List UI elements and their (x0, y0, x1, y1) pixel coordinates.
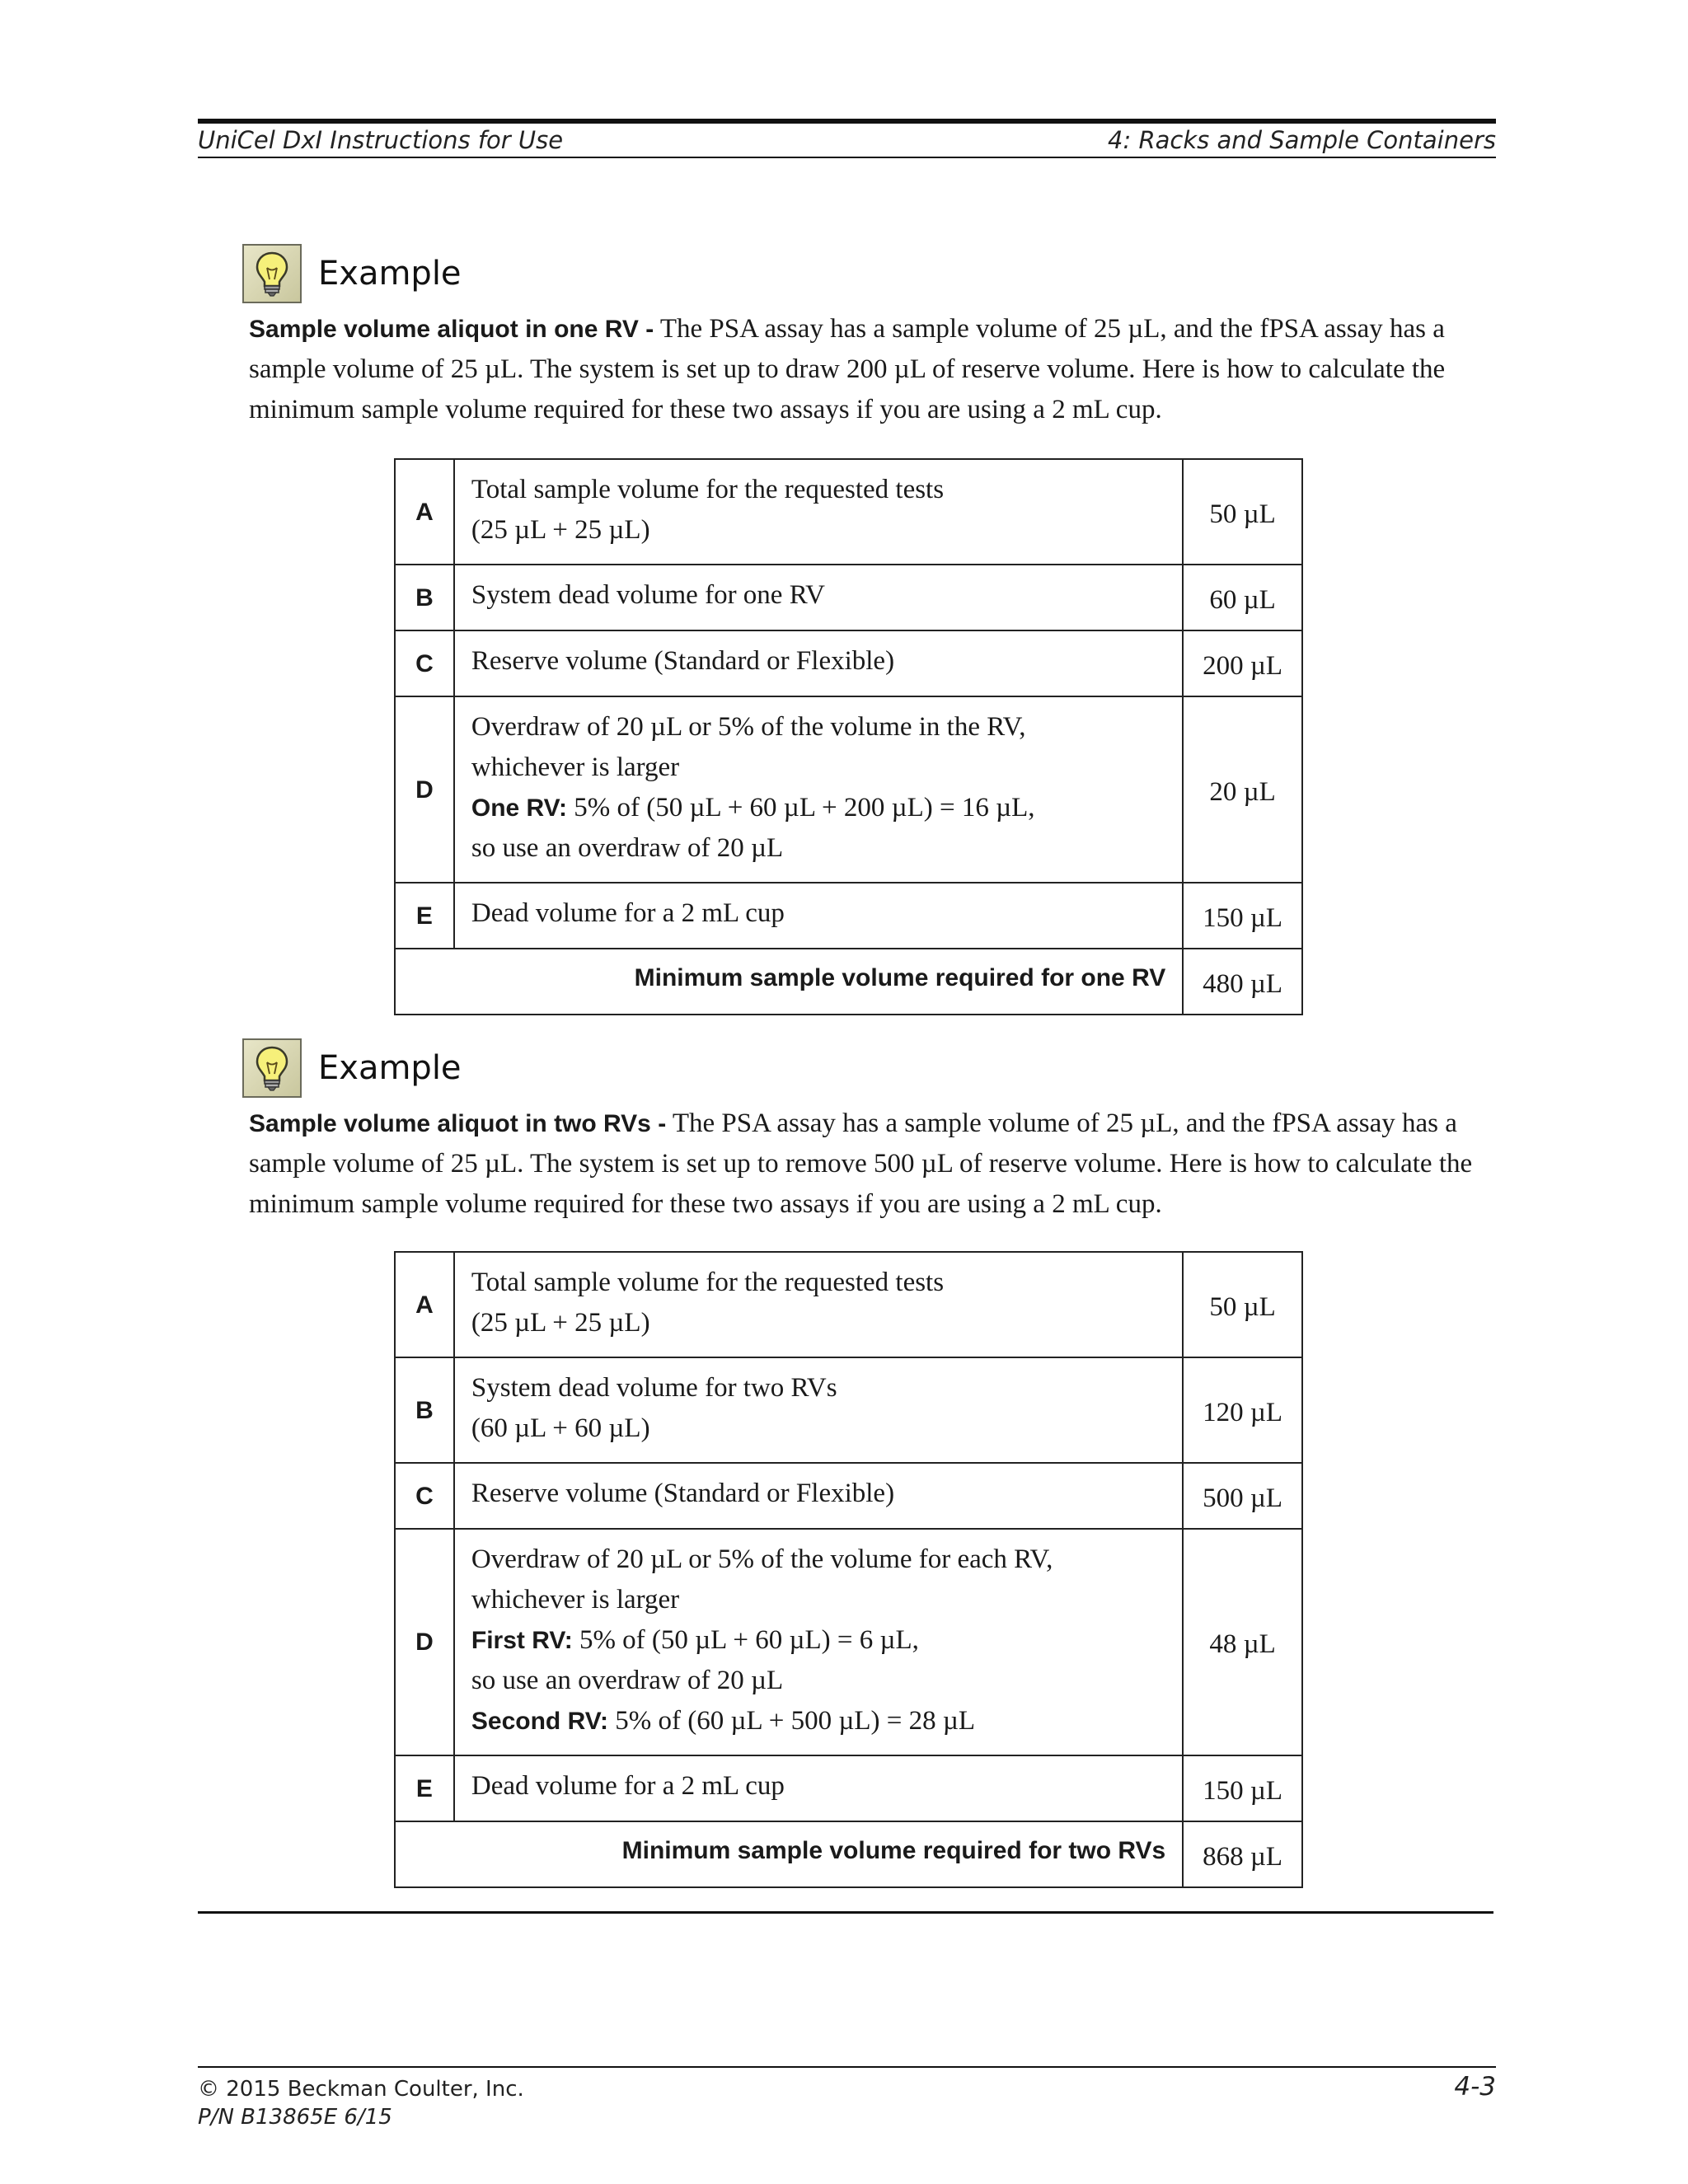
table-row (395, 459, 1302, 565)
row-letter: D (395, 696, 454, 883)
row-description-line: Reserve volume (Standard or Flexible) (471, 1479, 895, 1508)
header-document-title: UniCel DxI Instructions for Use (198, 126, 564, 154)
row-description-line: (25 µL + 25 µL) (471, 515, 650, 545)
row-description-line: Overdraw of 20 µL or 5% of the volume for each RV, (471, 1544, 1053, 1574)
row-description (454, 630, 1183, 696)
table-row (395, 696, 1302, 883)
row-description (454, 1529, 1183, 1755)
example-intro-lead: Sample volume aliquot in two RVs - (249, 1110, 667, 1137)
row-description-line: so use an overdraw of 20 µL (471, 1666, 784, 1695)
example-heading (242, 244, 462, 303)
row-description-line: System dead volume for two RVs (471, 1373, 837, 1403)
row-description-line: Dead volume for a 2 mL cup (471, 898, 785, 928)
rv-label: One RV: (471, 794, 568, 822)
total-value: 480 µL (1183, 949, 1302, 1015)
footer-copyright: © 2015 Beckman Coulter, Inc. (198, 2077, 524, 2102)
row-letter: E (395, 1755, 454, 1821)
row-value: 50 µL (1183, 1252, 1302, 1357)
table-row (395, 1755, 1302, 1821)
row-description (454, 696, 1183, 883)
row-description (454, 1357, 1183, 1463)
table-row (395, 1252, 1302, 1357)
row-value: 150 µL (1183, 883, 1302, 949)
rv-calculation: 5% of (50 µL + 60 µL) = 6 µL, (572, 1625, 919, 1655)
row-value: 48 µL (1183, 1529, 1302, 1755)
total-label: Minimum sample volume required for two RVs (395, 1821, 1183, 1887)
lightbulb-icon (242, 244, 302, 303)
row-letter: C (395, 630, 454, 696)
row-letter: D (395, 1529, 454, 1755)
example-intro-lead: Sample volume aliquot in one RV - (249, 316, 654, 343)
row-value: 200 µL (1183, 630, 1302, 696)
row-description-line: so use an overdraw of 20 µL (471, 833, 784, 863)
row-description-line: Total sample volume for the requested tests (471, 1268, 945, 1297)
row-value: 50 µL (1183, 459, 1302, 565)
row-description-line (471, 1701, 1165, 1741)
row-description-line: System dead volume for one RV (471, 580, 825, 610)
example-intro-text: The PSA assay has a sample volume of 25 µL, and the fPSA assay has a sample volume of 25 µL. The system is set up to draw 200 µL of reserve volume. Here is how to calculate the minimum sample volume required for these two assays if you are using a 2 mL cup. (249, 314, 1446, 424)
running-header (198, 124, 1496, 158)
row-description (454, 1463, 1183, 1529)
row-description-line: Total sample volume for the requested tests (471, 475, 945, 504)
row-description-line (471, 1620, 1165, 1661)
rv-calculation: 5% of (50 µL + 60 µL + 200 µL) = 16 µL, (567, 793, 1035, 823)
row-letter: A (395, 1252, 454, 1357)
rv-label: First RV: (471, 1627, 573, 1654)
row-value: 150 µL (1183, 1755, 1302, 1821)
row-value: 20 µL (1183, 696, 1302, 883)
table-row (395, 883, 1302, 949)
example-intro-paragraph (249, 309, 1498, 430)
row-description (454, 1252, 1183, 1357)
rv-calculation: 5% of (60 µL + 500 µL) = 28 µL (608, 1706, 976, 1736)
row-description (454, 1755, 1183, 1821)
page-number: 4-3 (1454, 2072, 1496, 2102)
example-heading (242, 1038, 462, 1098)
row-description-line: (25 µL + 25 µL) (471, 1308, 650, 1338)
example-intro-paragraph (249, 1104, 1498, 1225)
footer-info (198, 2075, 524, 2131)
row-value: 500 µL (1183, 1463, 1302, 1529)
table-row (395, 1529, 1302, 1755)
header-chapter-title: 4: Racks and Sample Containers (1108, 126, 1496, 154)
row-letter: A (395, 459, 454, 565)
row-description (454, 459, 1183, 565)
footer-rule (198, 2066, 1496, 2068)
table-row (395, 1357, 1302, 1463)
row-letter: C (395, 1463, 454, 1529)
table-total-row (395, 1821, 1302, 1887)
table-row (395, 630, 1302, 696)
row-description-line: whichever is larger (471, 752, 680, 782)
row-description-line: Reserve volume (Standard or Flexible) (471, 646, 895, 676)
row-letter: E (395, 883, 454, 949)
row-description (454, 565, 1183, 630)
row-value: 120 µL (1183, 1357, 1302, 1463)
row-description-line: Dead volume for a 2 mL cup (471, 1771, 785, 1801)
volume-calculation-table (394, 1251, 1303, 1888)
volume-calculation-table (394, 458, 1303, 1015)
footer-part-number: P/N B13865E 6/15 (198, 2105, 392, 2130)
total-value: 868 µL (1183, 1821, 1302, 1887)
table-row (395, 1463, 1302, 1529)
row-letter: B (395, 565, 454, 630)
table-total-row (395, 949, 1302, 1015)
row-description-line: (60 µL + 60 µL) (471, 1413, 650, 1443)
example-title: Example (318, 1049, 462, 1087)
row-description-line: whichever is larger (471, 1585, 680, 1615)
content-end-rule (198, 1911, 1493, 1914)
row-description (454, 883, 1183, 949)
row-description-line (471, 788, 1165, 828)
row-letter: B (395, 1357, 454, 1463)
table-row (395, 565, 1302, 630)
total-label: Minimum sample volume required for one RV (395, 949, 1183, 1015)
example-title: Example (318, 255, 462, 293)
row-description-line: Overdraw of 20 µL or 5% of the volume in the RV, (471, 712, 1026, 742)
lightbulb-icon (242, 1038, 302, 1098)
example-intro-text: The PSA assay has a sample volume of 25 µL, and the fPSA assay has a sample volume of 25 µL. The system is set up to remove 500 µL of reserve volume. Here is how to calculate the minimum sample volume required for these two assays if you are using a 2 mL cup. (249, 1108, 1473, 1219)
rv-label: Second RV: (471, 1708, 609, 1735)
row-value: 60 µL (1183, 565, 1302, 630)
